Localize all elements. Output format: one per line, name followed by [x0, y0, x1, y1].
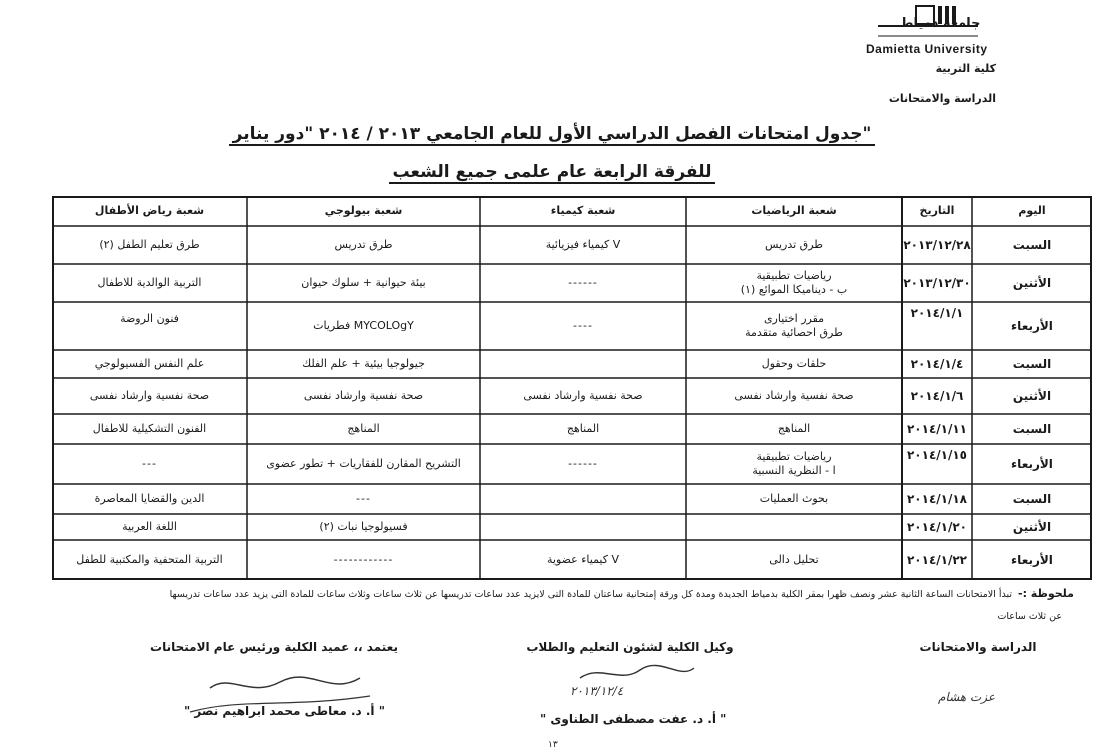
- table-row-kindergarten: [52, 414, 247, 444]
- table-row-day: السبت: [1012, 421, 1052, 436]
- cell-text-line2: ب - ديناميكا الموائع (١): [740, 283, 848, 296]
- header-chem: شعبة كيمياء: [550, 204, 616, 218]
- cell-text-line2: ا - النظرية النسبية: [752, 464, 836, 477]
- table-row-chem: [480, 378, 686, 414]
- table-row-kindergarten: [52, 302, 247, 350]
- signature-dept-title: الدراسة والامتحانات: [919, 640, 1037, 654]
- table-row-day: السبت: [1012, 356, 1052, 371]
- cell-text: فسيولوجيا نبات (٢): [319, 520, 408, 534]
- table-row-day: السبت: [1012, 491, 1052, 506]
- cell-text: طرق تدريس: [764, 238, 824, 252]
- table-row-chem: [480, 264, 686, 302]
- cell-text: المناهج: [347, 422, 380, 436]
- table-row-kindergarten: [52, 350, 247, 378]
- table-row-chem: [480, 444, 686, 484]
- table-row-math: [686, 378, 902, 414]
- cell-text: الفنون التشكيلية للاطفال: [92, 422, 207, 436]
- signature-vice-dean-name: " أ. د. عفت مصطفى الطناوى ": [540, 712, 727, 726]
- university-name-english: Damietta University: [866, 42, 988, 56]
- cell-text: ----: [573, 319, 593, 333]
- cell-text: صحة نفسية وارشاد نفسى: [89, 389, 210, 403]
- table-row-bio: [247, 226, 480, 264]
- table-row-bio: [247, 414, 480, 444]
- table-row-day: السبت: [1012, 237, 1052, 252]
- table-row-chem: [480, 350, 686, 378]
- table-row-math: [686, 540, 902, 580]
- cell-text: كيمياء فيزيائية V: [545, 238, 621, 252]
- cell-text: الدين والقضايا المعاصرة: [94, 492, 205, 506]
- note-text-continued: عن ثلاث ساعات: [997, 611, 1062, 622]
- university-name-arabic: جامعة دمياط: [900, 16, 981, 31]
- table-row-date: ٢٠١٤/١/٦: [910, 388, 964, 403]
- signature-vice-dean-title: وكيل الكلية لشئون التعليم والطلاب: [526, 640, 734, 654]
- table-row-math: [686, 226, 902, 264]
- table-row-bio: [247, 514, 480, 540]
- cell-text: ------: [568, 457, 598, 471]
- table-row-day: الأربعاء: [1011, 456, 1053, 471]
- page-number: ١٣: [548, 740, 558, 750]
- table-row-date: ٢٠١٤/١/٤: [910, 356, 964, 371]
- cell-text: علم النفس الفسيولوجي: [94, 357, 205, 371]
- cell-text: بحوث العمليات: [759, 492, 829, 506]
- cell-text: حلقات وحقول: [761, 357, 827, 371]
- cell-text: جيولوجيا بيئية + علم الفلك: [302, 357, 425, 371]
- header-day: اليوم: [1018, 204, 1046, 218]
- cell-text: التشريح المقارن للفقاريات + تطور عضوى: [266, 457, 461, 471]
- table-row-day: الأثنين: [1012, 519, 1052, 534]
- table-row-date: ٢٠١٣/١٢/٣٠: [903, 275, 971, 290]
- note-text: تبدأ الامتحانات الساعة الثانية عشر ونصف ظهرا بمقر الكلية بدمياط الجديدة ومدة كل ورقة إمتحانية ساعتان للمادة التى لايزيد عدد ساعات تدريسها عن ثلاث ساعات وثلاث ساعات للمادة التى يزيد عدد ساعات تدريسها: [169, 589, 1012, 600]
- table-row-bio: [247, 264, 480, 302]
- cell-text: اللغة العربية: [122, 520, 177, 534]
- cell-text: ---: [142, 457, 157, 471]
- table-row-bio: [247, 350, 480, 378]
- document-subtitle-text: للفرقة الرابعة عام علمى جميع الشعب: [389, 162, 716, 184]
- table-row-date: ٢٠١٤/١/١١: [906, 421, 968, 436]
- header-kindergarten: شعبة رياض الأطفال: [94, 204, 205, 218]
- signature-dept-handwritten: عزت هشام: [938, 690, 996, 704]
- header-bio: شعبة بيولوجي: [324, 204, 403, 218]
- table-row-date: ٢٠١٤/١/٢٢: [906, 552, 968, 567]
- table-row-bio: [247, 444, 480, 484]
- cell-text: التربية الوالدية للاطفال: [97, 276, 202, 290]
- table-row-chem: [480, 302, 686, 350]
- cell-text-line2: طرق احصائية متقدمة: [745, 326, 843, 339]
- cell-text: ---: [356, 492, 371, 506]
- table-row-math: [686, 350, 902, 378]
- cell-text: ------: [568, 276, 598, 290]
- signature-dean-name: " أ. د. معاطى محمد ابراهيم نصر ": [184, 704, 385, 718]
- table-row-chem: [480, 540, 686, 580]
- cell-text: مقرر اختيارى: [763, 312, 825, 326]
- table-row-math: [686, 484, 902, 514]
- cell-text: ------------: [333, 553, 394, 567]
- table-row-kindergarten: [52, 226, 247, 264]
- table-row-date: ٢٠١٤/١/٢٠: [906, 519, 968, 534]
- table-row-bio: [247, 540, 480, 580]
- cell-text: صحة نفسية وارشاد نفسى: [523, 389, 643, 403]
- table-row-math: [686, 302, 902, 350]
- cell-text: التربية المتحفية والمكتبية للطفل: [76, 553, 223, 567]
- table-row-day: الأربعاء: [1011, 552, 1053, 567]
- table-row-day: الأربعاء: [1011, 318, 1053, 333]
- document-title: [0, 124, 1104, 144]
- table-row-bio: [247, 302, 480, 350]
- cell-text: فنون الروضة: [120, 312, 179, 325]
- cell-text: طرق تعليم الطفل (٢): [99, 238, 200, 252]
- table-row-kindergarten: [52, 514, 247, 540]
- cell-text: صحة نفسية وارشاد نفسى: [303, 389, 424, 403]
- table-row-chem: [480, 414, 686, 444]
- table-row-date: ٢٠١٤/١/١٨: [906, 491, 968, 506]
- cell-text: رياضيات تطبيقية: [756, 450, 832, 464]
- header-date: التاريخ: [919, 204, 955, 218]
- table-row-kindergarten: [52, 444, 247, 484]
- cell-text: صحة نفسية وارشاد نفسى: [734, 389, 854, 403]
- cell-text: تحليل دالى: [769, 553, 819, 567]
- table-row-kindergarten: [52, 484, 247, 514]
- table-row-day: الأثنين: [1012, 388, 1052, 403]
- cell-text: المناهج: [777, 422, 811, 436]
- table-row-kindergarten: [52, 264, 247, 302]
- document-subtitle: [0, 162, 1104, 182]
- table-row-day: الأثنين: [1012, 275, 1052, 290]
- table-row-bio: [247, 484, 480, 514]
- cell-text: فطريات MYCOLOgY: [313, 319, 414, 333]
- table-row-kindergarten: [52, 540, 247, 580]
- cell-text: كيمياء عضوية V: [546, 553, 620, 567]
- table-row-bio: [247, 378, 480, 414]
- cell-text: رياضيات تطبيقية: [756, 269, 832, 283]
- table-row-chem: [480, 226, 686, 264]
- table-row-date: ٢٠١٣/١٢/٢٨: [903, 237, 971, 252]
- table-row-date: ٢٠١٤/١/١: [910, 306, 964, 320]
- signature-dean-title: يعتمد ،، عميد الكلية ورئيس عام الامتحانات: [150, 640, 398, 654]
- note-label: ملحوظة :-: [1018, 587, 1074, 600]
- table-row-date: ٢٠١٤/١/١٥: [906, 448, 968, 462]
- cell-text: المناهج: [566, 422, 600, 436]
- table-row-chem: [480, 484, 686, 514]
- department-name: الدراسة والامتحانات: [888, 92, 996, 105]
- table-row-math: [686, 444, 902, 484]
- cell-text: بيئة حيوانية + سلوك حيوان: [301, 276, 426, 290]
- faculty-name: كلية التربية: [935, 62, 996, 75]
- table-row-kindergarten: [52, 378, 247, 414]
- table-row-math: [686, 514, 902, 540]
- document-title-text: جدول امتحانات الفصل الدراسي الأول للعام الجامعي ٢٠١٣ / ٢٠١٤ "دور يناير": [229, 124, 876, 146]
- signature-vice-dean-date: ٢٠١٣/١٢/٤: [570, 684, 624, 698]
- table-row-chem: [480, 514, 686, 540]
- table-row-math: [686, 264, 902, 302]
- cell-text: طرق تدريس: [334, 238, 393, 252]
- table-row-math: [686, 414, 902, 444]
- header-math: شعبة الرياضيات: [751, 204, 837, 218]
